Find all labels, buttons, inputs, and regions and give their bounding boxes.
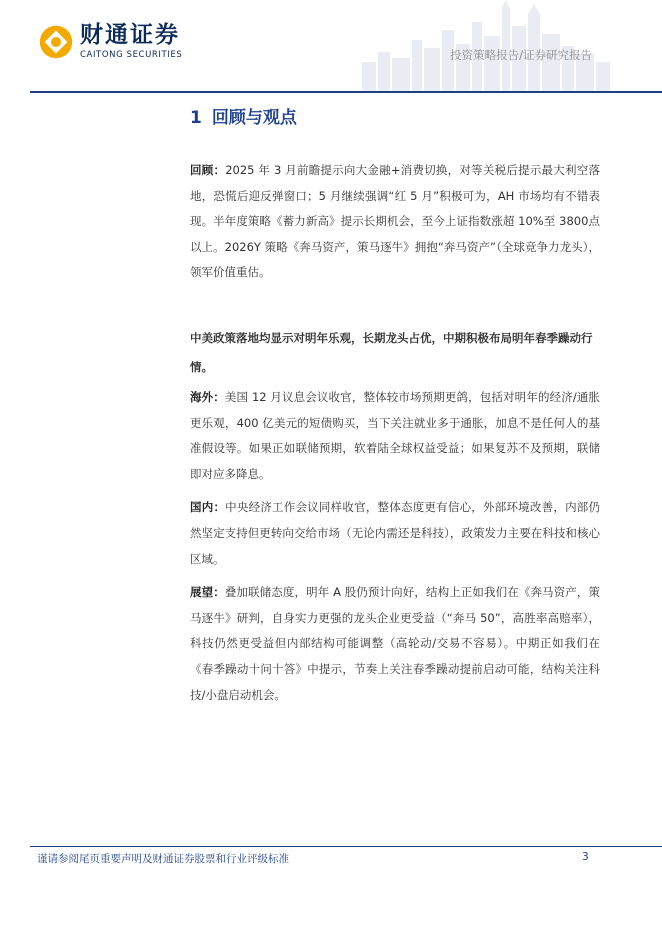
footer-disclaimer: 谨请参阅尾页重要声明及财通证券股票和行业评级标准 — [37, 853, 289, 865]
section-number: 1 — [190, 108, 202, 128]
main-content — [190, 158, 600, 708]
overseas-line: 即对应多降息。 — [190, 466, 271, 481]
outlook-paragraph — [190, 580, 600, 708]
logo-chinese-name: 财通证券 — [80, 22, 180, 48]
review-line: 现。半年度策略《蓄力新高》提示长期机会，至今上证指数涨超 10%至 3800 — [190, 214, 589, 229]
outlook-label: 展望： — [190, 585, 225, 600]
review-line: 头），领军价值重估。 — [190, 239, 601, 280]
outlook-line: 们在《春季躁动十问十答》中提示，节奏上关注春季躁动提前启动可能，结构关 — [190, 636, 601, 676]
domestic-line: 中央经济工作会议同样收官，整体态度更有信心，外部环境改善，内部仍 — [225, 500, 601, 515]
domestic-line: 然坚定支持但更转向交给市场（无论内需还是科技），政策发力主要在科技和核 — [190, 525, 589, 540]
overseas-label: 海外： — [190, 389, 225, 404]
header-divider — [30, 91, 662, 93]
review-line: 点以上。2026Y 策略《奔马资产，策马逐牛》拥抱“奔马资产”（全球竞争力龙 — [190, 214, 601, 254]
overseas-line: 美国 12 月议息会议收官，整体较市场预期更鸽，包括对明年的经济/通胀 — [224, 389, 600, 404]
domestic-line: 心区域。 — [190, 525, 600, 566]
headline-line: 行情。 — [190, 330, 593, 374]
overseas-line: 准假设等。如果正如联储预期，软着陆全球权益受益；如果复苏不及预期，联储 — [190, 441, 600, 456]
headline-line: 中美政策落地均显示对明年乐观，长期龙头占优，中期积极布局明年春季躁动 — [190, 330, 581, 345]
section-heading: 回顾与观点 — [211, 108, 297, 128]
coin-logo-icon — [38, 24, 74, 60]
review-paragraph — [190, 158, 600, 286]
company-logo — [38, 22, 182, 61]
report-type-label: 投资策略报告/证券研究报告 — [450, 48, 592, 62]
section-title — [190, 103, 297, 128]
footer-divider — [30, 846, 662, 847]
review-line: 2025 年 3 月前瞻提示向大金融+消费切换，对等关税后提示最大利空落 — [225, 163, 601, 177]
review-label: 回顾： — [190, 163, 226, 177]
domestic-label: 国内： — [190, 500, 226, 515]
overseas-line: 更乐观，400 亿美元的短债购买，当下关注就业多于通胀，加息不是任何人的基 — [190, 415, 600, 430]
page-header — [0, 0, 662, 96]
logo-english-name: CAITONG SECURITIES — [80, 50, 183, 60]
page-number: 3 — [582, 851, 589, 863]
review-line: 地，恐慌后迎反弹窗口；5 月继续强调“红 5 月”积极可为，AH 市场均有不错表 — [190, 188, 600, 203]
paragraph-gap — [190, 286, 600, 324]
city-skyline-watermark — [362, 0, 622, 92]
outlook-line: 率），科技仍然更受益但内部结构可能调整（高轮动/交易不容易）。中期正如我 — [190, 610, 601, 651]
domestic-paragraph — [190, 495, 600, 572]
key-view-headline — [190, 324, 600, 382]
outlook-line: 策马逐牛》研判，自身实力更强的龙头企业更受益（“奔马 50”，高胜率高赔 — [190, 585, 600, 625]
outlook-line: 注科技/小盘启动机会。 — [190, 661, 601, 702]
outlook-line: 叠加联储态度，明年 A 股仍预计向好，结构上正如我们在《奔马资产， — [224, 585, 589, 600]
overseas-paragraph — [190, 385, 600, 487]
